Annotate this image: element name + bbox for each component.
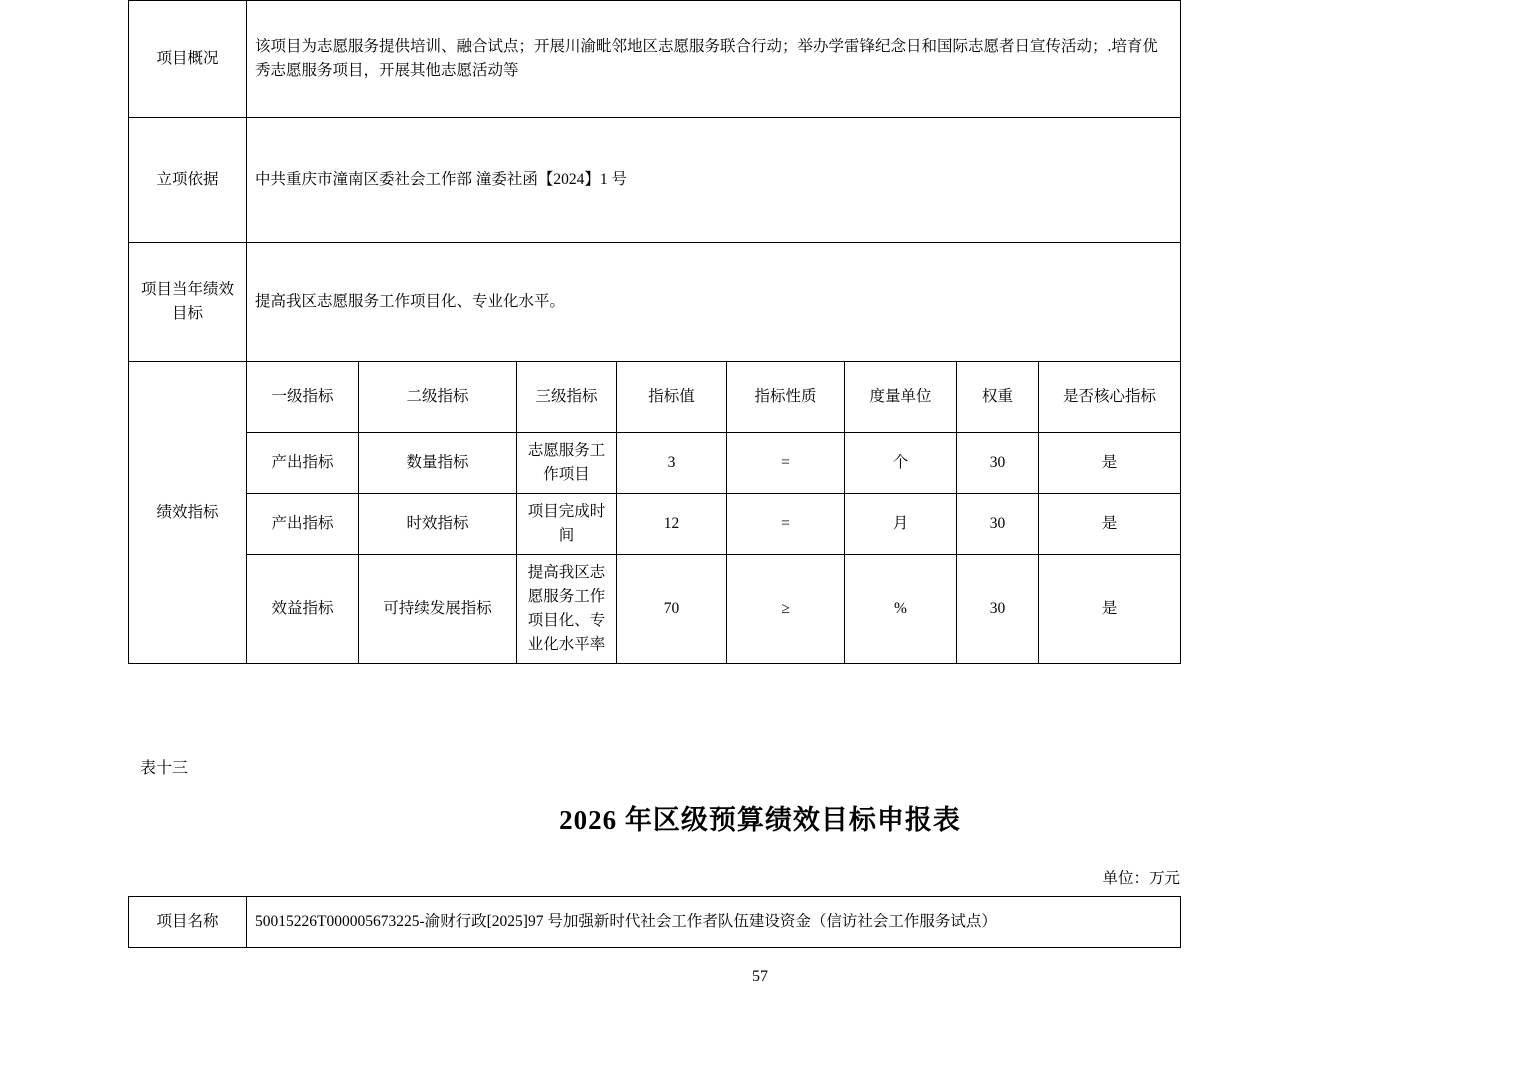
indicator-unit: %	[845, 555, 957, 664]
row-label-basis: 立项依据	[129, 118, 247, 243]
indicator-header-core: 是否核心指标	[1039, 362, 1181, 433]
row-value-project-name: 50015226T000005673225-渝财行政[2025]97 号加强新时代社会工作者队伍建设资金（信访社会工作服务试点）	[247, 897, 1181, 948]
indicator-weight: 30	[957, 433, 1039, 494]
table-row	[129, 433, 1181, 494]
indicator-weight: 30	[957, 555, 1039, 664]
indicator-header-unit: 度量单位	[845, 362, 957, 433]
indicator-level2: 数量指标	[359, 433, 517, 494]
row-value-basis: 中共重庆市潼南区委社会工作部 潼委社函【2024】1 号	[247, 118, 1181, 243]
row-label-annual-goal: 项目当年绩效目标	[129, 243, 247, 362]
indicator-value: 12	[617, 494, 727, 555]
indicator-header-value: 指标值	[617, 362, 727, 433]
row-value-annual-goal: 提高我区志愿服务工作项目化、专业化水平。	[247, 243, 1181, 362]
indicator-level1: 效益指标	[247, 555, 359, 664]
table-row	[129, 118, 1181, 243]
indicator-nature: =	[727, 494, 845, 555]
row-label-overview: 项目概况	[129, 1, 247, 118]
page-number: 57	[752, 968, 768, 985]
indicator-level2: 可持续发展指标	[359, 555, 517, 664]
bottom-table-container	[128, 896, 1180, 948]
project-name-table	[128, 896, 1181, 948]
indicator-core: 是	[1039, 433, 1181, 494]
table-row	[129, 243, 1181, 362]
table-row	[129, 555, 1181, 664]
indicator-unit: 个	[845, 433, 957, 494]
row-label-project-name: 项目名称	[129, 897, 247, 948]
indicator-unit: 月	[845, 494, 957, 555]
indicator-level3: 提高我区志愿服务工作项目化、专业化水平率	[517, 555, 617, 664]
performance-goal-table	[128, 0, 1181, 664]
table-caption: 表十三	[140, 760, 189, 777]
indicator-value: 3	[617, 433, 727, 494]
indicator-level3: 项目完成时间	[517, 494, 617, 555]
row-label-performance-indicators: 绩效指标	[129, 362, 247, 664]
unit-note: 单位：万元	[1102, 870, 1180, 887]
table-row	[129, 494, 1181, 555]
indicator-weight: 30	[957, 494, 1039, 555]
indicator-header-row	[129, 362, 1181, 433]
indicator-level3: 志愿服务工作项目	[517, 433, 617, 494]
top-table-container	[128, 0, 1180, 664]
indicator-header-level1: 一级指标	[247, 362, 359, 433]
indicator-level1: 产出指标	[247, 433, 359, 494]
indicator-level2: 时效指标	[359, 494, 517, 555]
page-title: 2026 年区级预算绩效目标申报表	[559, 805, 961, 835]
indicator-level1: 产出指标	[247, 494, 359, 555]
indicator-nature: =	[727, 433, 845, 494]
indicator-header-level3: 三级指标	[517, 362, 617, 433]
table-row	[129, 897, 1181, 948]
indicator-core: 是	[1039, 494, 1181, 555]
table-row	[129, 1, 1181, 118]
indicator-core: 是	[1039, 555, 1181, 664]
indicator-header-weight: 权重	[957, 362, 1039, 433]
indicator-header-level2: 二级指标	[359, 362, 517, 433]
indicator-nature: ≥	[727, 555, 845, 664]
indicator-value: 70	[617, 555, 727, 664]
row-value-overview: 该项目为志愿服务提供培训、融合试点；开展川渝毗邻地区志愿服务联合行动；举办学雷锋纪念日和国际志愿者日宣传活动；.培育优秀志愿服务项目，开展其他志愿活动等	[247, 1, 1181, 118]
indicator-header-nature: 指标性质	[727, 362, 845, 433]
